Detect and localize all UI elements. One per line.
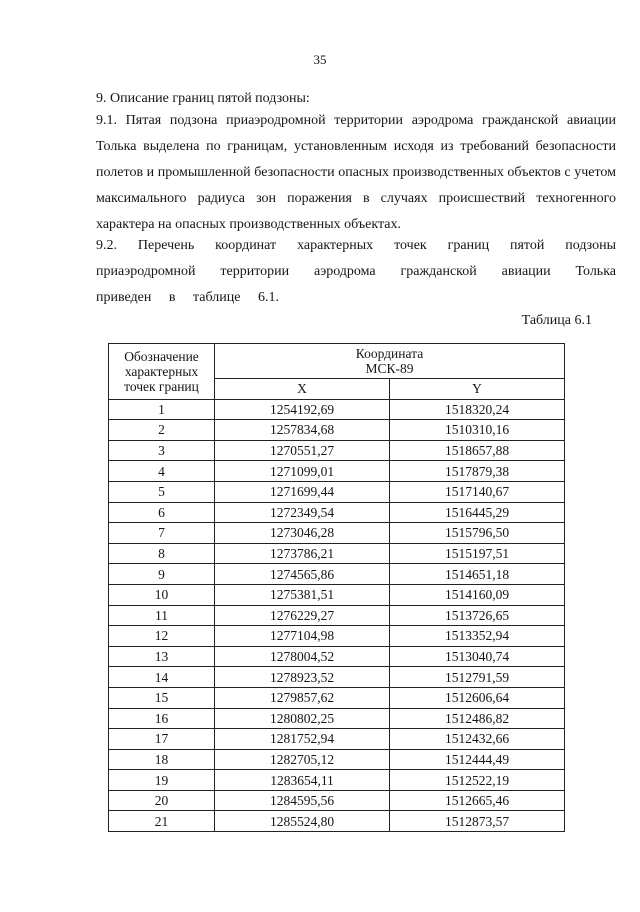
y-coordinate-cell: 1512432,66: [390, 729, 565, 750]
table-row: [109, 729, 565, 750]
table-row: [109, 502, 565, 523]
y-coordinate-cell: 1515197,51: [390, 543, 565, 564]
point-number-cell: 12: [109, 626, 215, 647]
x-coordinate-cell: 1274565,86: [215, 564, 390, 585]
point-number-cell: 11: [109, 605, 215, 626]
y-coordinate-cell: 1517140,67: [390, 481, 565, 502]
y-coordinate-cell: 1512444,49: [390, 749, 565, 770]
coordinates-table: [108, 343, 565, 832]
x-coordinate-cell: 1273786,21: [215, 543, 390, 564]
x-coordinate-cell: 1284595,56: [215, 790, 390, 811]
point-number-cell: 20: [109, 790, 215, 811]
header-x: X: [215, 379, 390, 400]
x-coordinate-cell: 1285524,80: [215, 811, 390, 832]
y-coordinate-cell: 1514160,09: [390, 584, 565, 605]
x-coordinate-cell: 1279857,62: [215, 687, 390, 708]
table-row: [109, 811, 565, 832]
x-coordinate-cell: 1275381,51: [215, 584, 390, 605]
x-coordinate-cell: 1272349,54: [215, 502, 390, 523]
x-coordinate-cell: 1282705,12: [215, 749, 390, 770]
table-row: [109, 584, 565, 605]
x-coordinate-cell: 1278004,52: [215, 646, 390, 667]
point-number-cell: 14: [109, 667, 215, 688]
table-row: [109, 564, 565, 585]
point-number-cell: 8: [109, 543, 215, 564]
table-row: [109, 440, 565, 461]
table-row: [109, 420, 565, 441]
x-coordinate-cell: 1270551,27: [215, 440, 390, 461]
point-number-cell: 16: [109, 708, 215, 729]
table-row: [109, 605, 565, 626]
point-number-cell: 9: [109, 564, 215, 585]
table-row: [109, 708, 565, 729]
y-coordinate-cell: 1512522,19: [390, 770, 565, 791]
y-coordinate-cell: 1518657,88: [390, 440, 565, 461]
x-coordinate-cell: 1280802,25: [215, 708, 390, 729]
x-coordinate-cell: 1278923,52: [215, 667, 390, 688]
y-coordinate-cell: 1514651,18: [390, 564, 565, 585]
header-y: Y: [390, 379, 565, 400]
paragraph-9-2: 9.2. Перечень координат характерных точек границ пятой подзоны приаэродромной территории аэродрома гражданской авиации Толька приведен в таблице 6.1.: [96, 238, 616, 305]
page-number: 35: [313, 52, 327, 67]
y-coordinate-cell: 1512791,59: [390, 667, 565, 688]
table-row: [109, 481, 565, 502]
y-coordinate-cell: 1516445,29: [390, 502, 565, 523]
table-caption: Таблица 6.1: [521, 313, 592, 328]
x-coordinate-cell: 1277104,98: [215, 626, 390, 647]
y-coordinate-cell: 1512486,82: [390, 708, 565, 729]
y-coordinate-cell: 1515796,50: [390, 523, 565, 544]
paragraph-9-1: 9.1. Пятая подзона приаэродромной территории аэродрома гражданской авиации Толька выделена по границам, установленным исходя из требований безопасности полетов и промышленной безопасности опасных производственных объектов с учетом максимального радиуса зон поражения в случаях происшествий техногенного характера на опасных производственных объектах.: [96, 113, 616, 232]
x-coordinate-cell: 1273046,28: [215, 523, 390, 544]
point-number-cell: 18: [109, 749, 215, 770]
header-coordinate: [215, 344, 565, 379]
point-number-cell: 15: [109, 687, 215, 708]
point-number-cell: 2: [109, 420, 215, 441]
point-number-cell: 5: [109, 481, 215, 502]
y-coordinate-cell: 1512873,57: [390, 811, 565, 832]
table-row: [109, 667, 565, 688]
y-coordinate-cell: 1513040,74: [390, 646, 565, 667]
x-coordinate-cell: 1271699,44: [215, 481, 390, 502]
point-number-cell: 3: [109, 440, 215, 461]
y-coordinate-cell: 1513352,94: [390, 626, 565, 647]
x-coordinate-cell: 1254192,69: [215, 399, 390, 420]
point-number-cell: 17: [109, 729, 215, 750]
point-number-cell: 13: [109, 646, 215, 667]
header-coordinate-title: Координата: [355, 346, 424, 361]
table-row: [109, 770, 565, 791]
point-number-cell: 7: [109, 523, 215, 544]
y-coordinate-cell: 1512606,64: [390, 687, 565, 708]
y-coordinate-cell: 1518320,24: [390, 399, 565, 420]
table-row: [109, 399, 565, 420]
table-row: [109, 790, 565, 811]
table-row: [109, 646, 565, 667]
x-coordinate-cell: 1283654,11: [215, 770, 390, 791]
x-coordinate-cell: 1281752,94: [215, 729, 390, 750]
table-row: [109, 461, 565, 482]
y-coordinate-cell: 1512665,46: [390, 790, 565, 811]
point-number-cell: 6: [109, 502, 215, 523]
y-coordinate-cell: 1517879,38: [390, 461, 565, 482]
point-number-cell: 10: [109, 584, 215, 605]
header-coordinate-system: МСК-89: [365, 361, 414, 376]
point-number-cell: 4: [109, 461, 215, 482]
table-row: [109, 523, 565, 544]
section-heading: 9. Описание границ пятой подзоны:: [96, 91, 310, 106]
table-row: [109, 687, 565, 708]
point-number-cell: 19: [109, 770, 215, 791]
table-row: [109, 626, 565, 647]
point-number-cell: 1: [109, 399, 215, 420]
point-number-cell: 21: [109, 811, 215, 832]
header-point-designation: Обозначение характерных точек границ: [109, 344, 215, 400]
table-row: [109, 749, 565, 770]
x-coordinate-cell: 1276229,27: [215, 605, 390, 626]
y-coordinate-cell: 1513726,65: [390, 605, 565, 626]
table-row: [109, 543, 565, 564]
y-coordinate-cell: 1510310,16: [390, 420, 565, 441]
x-coordinate-cell: 1271099,01: [215, 461, 390, 482]
coordinates-table-body: [109, 399, 565, 831]
x-coordinate-cell: 1257834,68: [215, 420, 390, 441]
